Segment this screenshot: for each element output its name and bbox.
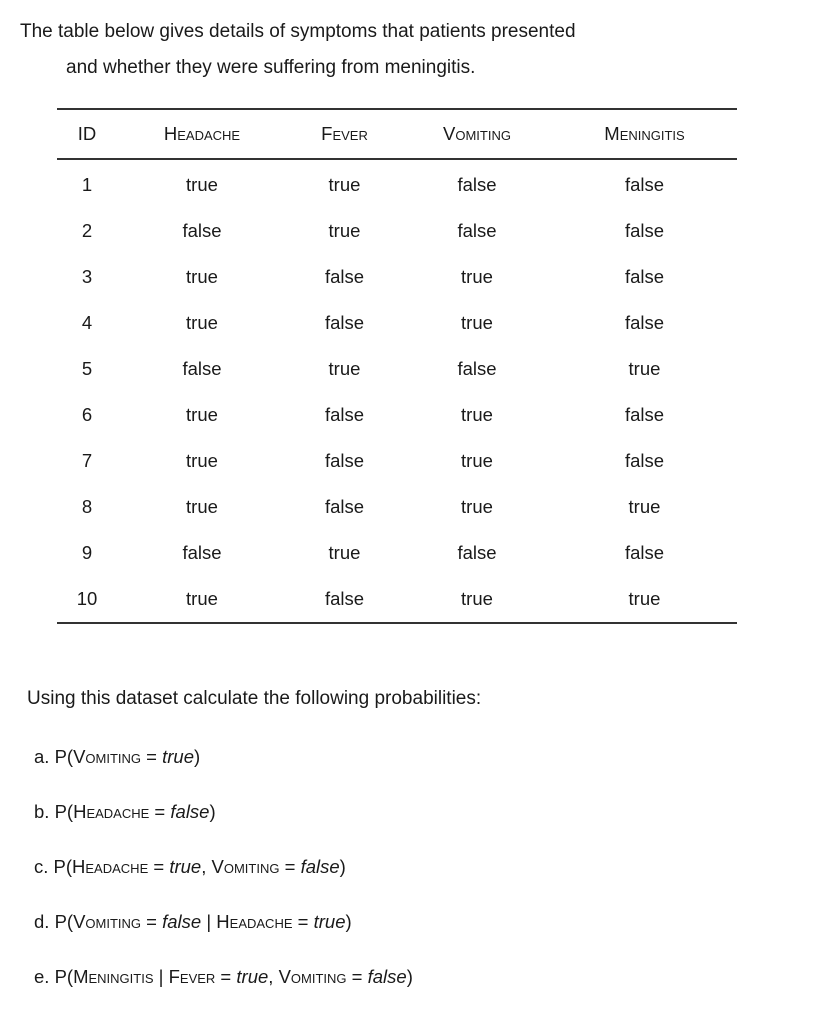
cell-headache: false <box>182 358 222 379</box>
question-expression-part: = <box>149 801 171 822</box>
cell-vomiting: true <box>461 312 493 333</box>
cell-meningitis: false <box>624 174 665 195</box>
symptoms-table <box>57 108 737 624</box>
cell-meningitis: false <box>624 542 665 563</box>
question-item <box>34 744 413 799</box>
question-expression-part: , <box>268 966 279 987</box>
cell-fever: false <box>324 404 365 425</box>
cell-headache: false <box>182 220 222 241</box>
cell-fever: true <box>328 220 361 241</box>
table-row <box>57 530 737 576</box>
question-expression-part: P( <box>54 801 74 822</box>
cell-meningitis: false <box>624 220 665 241</box>
table-row <box>57 392 737 438</box>
table-row <box>57 438 737 484</box>
question-label: e. <box>34 966 50 987</box>
cell-id: 10 <box>76 588 98 609</box>
cell-fever: true <box>328 542 361 563</box>
question-expression-part: = <box>215 966 237 987</box>
question-prompt: Using this dataset calculate the following probabilities: <box>27 688 482 709</box>
question-expression-part: true <box>236 966 269 987</box>
question-expression-part: Vomiting <box>278 966 347 987</box>
header-vomiting: Vomiting <box>443 123 511 144</box>
question-expression-part: false <box>170 801 210 822</box>
cell-headache: true <box>186 588 218 609</box>
header-headache: Headache <box>163 123 241 144</box>
cell-vomiting: false <box>457 358 497 379</box>
question-expression-part: false <box>367 966 407 987</box>
question-expression-part: ) <box>339 856 346 877</box>
question-expression-part: P( <box>54 911 74 932</box>
question-expression-part: | <box>201 911 217 932</box>
question-expression-part: P( <box>53 856 73 877</box>
cell-vomiting: false <box>457 542 497 563</box>
question-expression-part: , <box>201 856 212 877</box>
question-expression-part: Vomiting <box>73 746 142 767</box>
question-expression-part: Headache <box>216 911 293 932</box>
cell-vomiting: false <box>457 220 497 241</box>
question-expression-part: ) <box>345 911 352 932</box>
cell-vomiting: true <box>461 588 493 609</box>
cell-vomiting: true <box>461 404 493 425</box>
cell-headache: true <box>186 496 218 517</box>
question-expression-part: = <box>141 911 163 932</box>
question-expression-part: Vomiting <box>73 911 142 932</box>
question-expression-part: | <box>153 966 169 987</box>
header-fever: Fever <box>321 123 368 144</box>
cell-fever: true <box>328 174 361 195</box>
intro-line-2: and whether they were suffering from meningitis. <box>66 57 476 78</box>
table-row <box>57 300 737 346</box>
header-meningitis: Meningitis <box>604 123 685 144</box>
question-expression-part: = <box>148 856 170 877</box>
question-expression-part: true <box>162 746 195 767</box>
cell-vomiting: true <box>461 450 493 471</box>
cell-meningitis: true <box>628 358 661 379</box>
question-expression-part: ) <box>209 801 216 822</box>
header-id: ID <box>77 123 97 144</box>
cell-meningitis: false <box>624 404 665 425</box>
cell-fever: false <box>324 588 365 609</box>
cell-fever: false <box>324 496 365 517</box>
question-expression-part: false <box>162 911 202 932</box>
question-item <box>34 799 413 854</box>
cell-meningitis: false <box>624 312 665 333</box>
question-label: d. <box>34 911 50 932</box>
question-expression-part: Headache <box>72 856 149 877</box>
cell-vomiting: false <box>457 174 497 195</box>
cell-meningitis: true <box>628 496 661 517</box>
question-label: b. <box>34 801 50 822</box>
cell-meningitis: false <box>624 266 665 287</box>
question-item <box>34 909 413 964</box>
cell-id: 2 <box>81 220 93 241</box>
table-row <box>57 576 737 623</box>
table-row <box>57 484 737 530</box>
question-expression-part: Fever <box>168 966 216 987</box>
cell-fever: true <box>328 358 361 379</box>
question-expression-part: true <box>169 856 202 877</box>
question-list <box>34 744 413 1019</box>
table-body <box>57 159 737 623</box>
cell-headache: false <box>182 542 222 563</box>
question-expression-part: = <box>141 746 163 767</box>
intro-line-1: The table below gives details of symptoms that patients presented <box>20 21 576 42</box>
question-item <box>34 854 413 909</box>
cell-id: 5 <box>81 358 93 379</box>
intro-text <box>20 14 820 86</box>
question-expression-part: ) <box>194 746 201 767</box>
question-item <box>34 964 413 1019</box>
question-expression-part: false <box>300 856 340 877</box>
question-expression-part: Headache <box>73 801 150 822</box>
cell-vomiting: true <box>461 496 493 517</box>
cell-headache: true <box>186 312 218 333</box>
question-label: c. <box>34 856 49 877</box>
cell-headache: true <box>186 266 218 287</box>
question-expression-part: Meningitis <box>73 966 154 987</box>
cell-id: 1 <box>81 174 93 195</box>
cell-id: 4 <box>81 312 93 333</box>
cell-meningitis: false <box>624 450 665 471</box>
cell-fever: false <box>324 266 365 287</box>
cell-id: 8 <box>81 496 93 517</box>
question-label: a. <box>34 746 50 767</box>
cell-headache: true <box>186 404 218 425</box>
cell-id: 3 <box>81 266 93 287</box>
cell-headache: true <box>186 174 218 195</box>
cell-fever: false <box>324 312 365 333</box>
question-expression-part: Vomiting <box>211 856 280 877</box>
cell-vomiting: true <box>461 266 493 287</box>
question-expression-part: P( <box>54 966 74 987</box>
table-row <box>57 254 737 300</box>
cell-id: 9 <box>81 542 93 563</box>
table-row <box>57 346 737 392</box>
table-row <box>57 159 737 208</box>
question-expression-part: = <box>292 911 314 932</box>
question-expression-part: ) <box>406 966 413 987</box>
question-expression-part: = <box>279 856 301 877</box>
table-header-row <box>57 109 737 159</box>
cell-id: 6 <box>81 404 93 425</box>
question-expression-part: true <box>313 911 346 932</box>
cell-headache: true <box>186 450 218 471</box>
cell-meningitis: true <box>628 588 661 609</box>
question-expression-part: = <box>346 966 368 987</box>
cell-fever: false <box>324 450 365 471</box>
table-row <box>57 208 737 254</box>
cell-id: 7 <box>81 450 93 471</box>
question-expression-part: P( <box>54 746 74 767</box>
